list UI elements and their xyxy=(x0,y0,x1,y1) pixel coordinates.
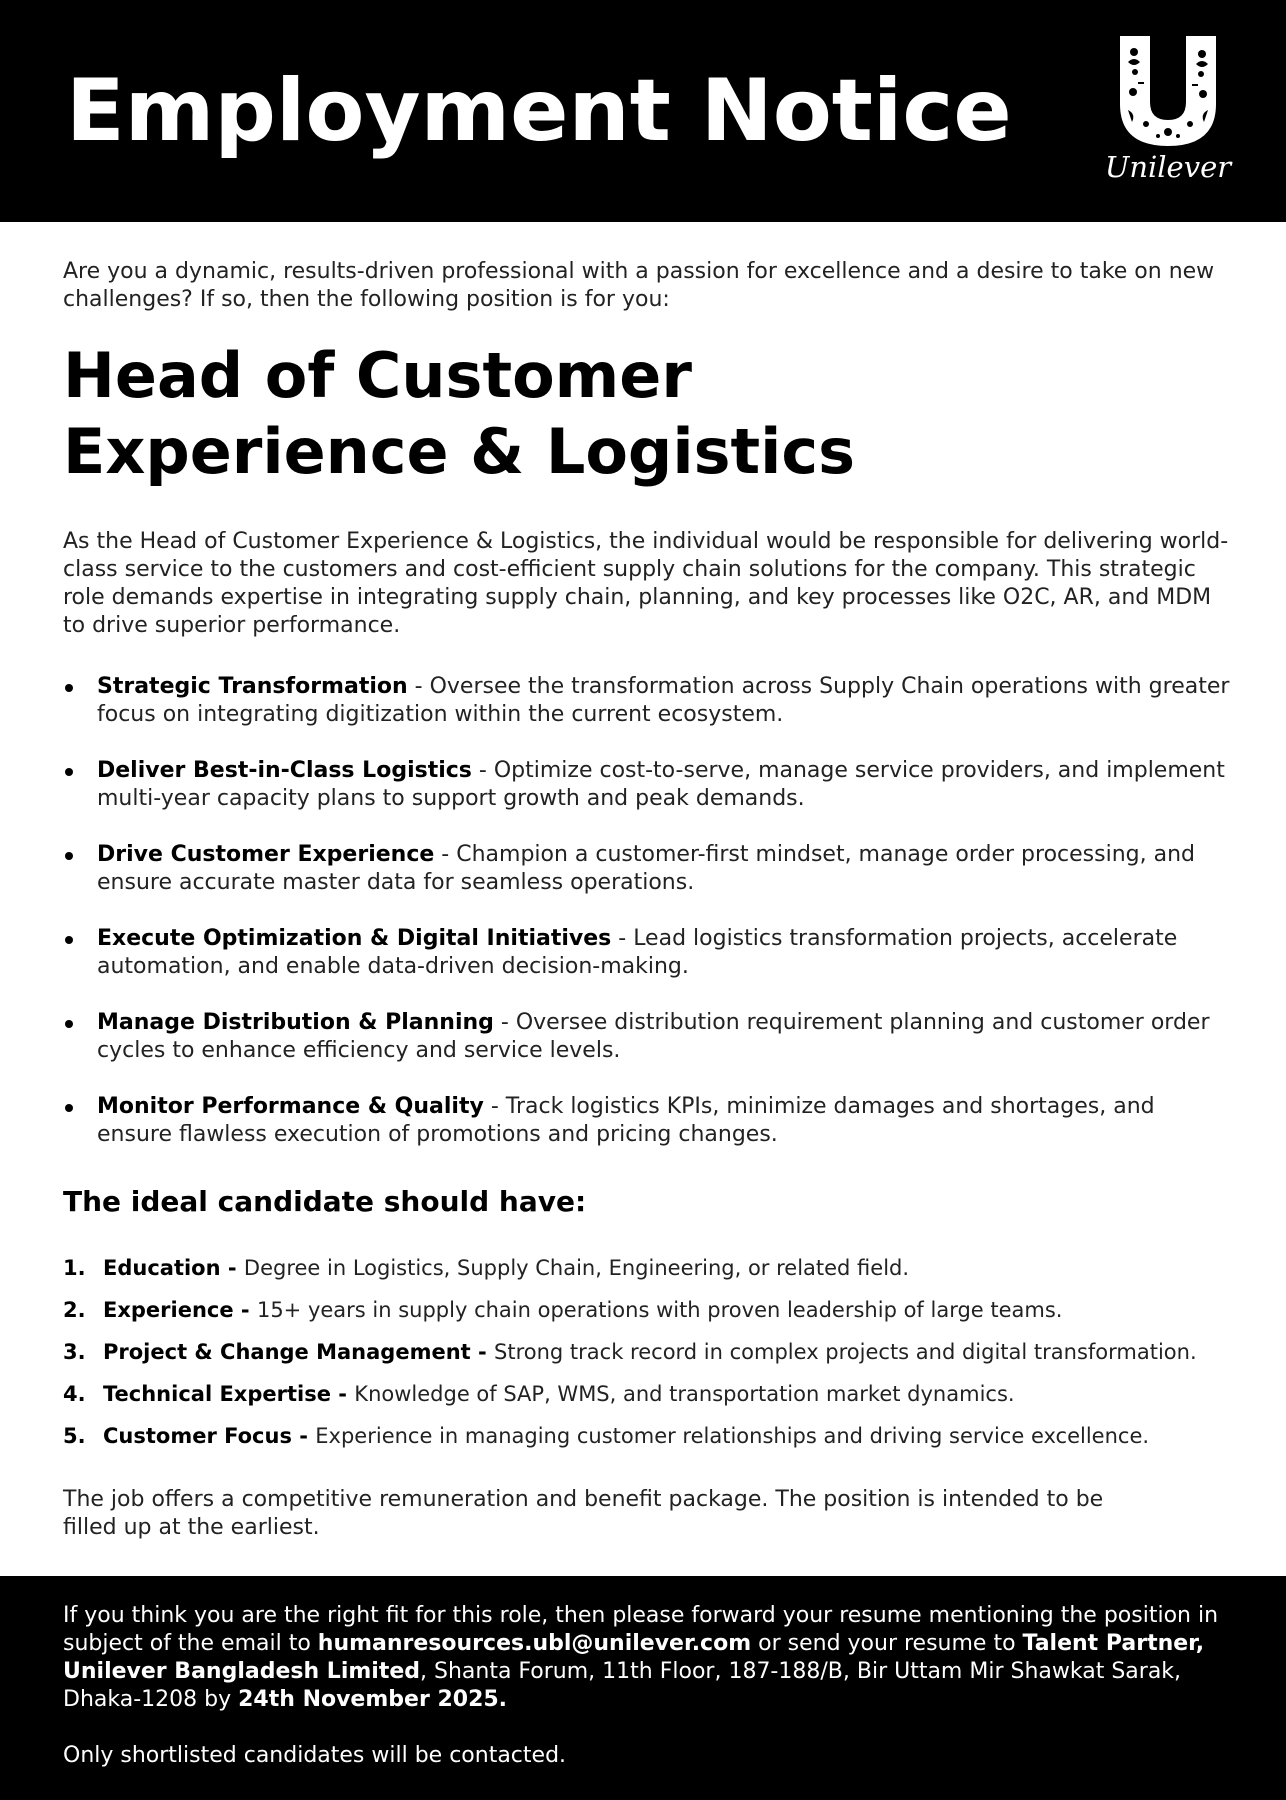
list-item xyxy=(63,1380,1253,1422)
position-title xyxy=(63,338,1223,490)
responsibility-title: Deliver Best-in-Class Logistics xyxy=(97,758,472,783)
requirement-title: Technical Expertise - xyxy=(103,1382,355,1406)
requirements-heading: The ideal candidate should have: xyxy=(63,1185,587,1218)
requirement-text: Knowledge of SAP, WMS, and transportation market dynamics. xyxy=(354,1382,1015,1406)
apply-text-1: If you think you are the right fit for this role, then please forward your resume mentioning the position in subject of the email to xyxy=(63,1603,1219,1656)
responsibility-title: Execute Optimization & Digital Initiatives xyxy=(97,926,612,951)
responsibility-text: - Optimize cost-to-serve, manage service providers, and implement multi-year capacity plans to support growth and peak demands. xyxy=(97,758,1225,811)
page-title: Employment Notice xyxy=(66,61,1012,161)
list-item xyxy=(63,1296,1253,1338)
responsibility-title: Monitor Performance & Quality xyxy=(97,1094,484,1119)
requirement-text: Experience in managing customer relationships and driving service excellence. xyxy=(315,1424,1150,1448)
list-item xyxy=(63,757,1233,813)
list-item xyxy=(63,925,1233,981)
application-deadline: 24th November 2025. xyxy=(238,1687,508,1712)
requirement-text: Degree in Logistics, Supply Chain, Engineering, or related field. xyxy=(243,1256,910,1280)
requirement-number: 2. xyxy=(63,1298,86,1322)
unilever-u-icon xyxy=(1098,32,1238,150)
requirement-title: Education - xyxy=(103,1256,244,1280)
requirement-text: Strong track record in complex projects and digital transformation. xyxy=(494,1340,1197,1364)
requirement-title: Project & Change Management - xyxy=(103,1340,495,1364)
list-item xyxy=(63,1009,1233,1065)
requirement-number: 1. xyxy=(63,1256,86,1280)
responsibility-text: - Oversee distribution requirement planning and customer order cycles to enhance efficiency and service levels. xyxy=(97,1010,1210,1063)
list-item xyxy=(63,841,1233,897)
requirements-list xyxy=(63,1254,1253,1464)
list-item xyxy=(63,1093,1233,1149)
unilever-wordmark: Unilever xyxy=(1104,150,1232,184)
position-title-line1: Head of Customer xyxy=(63,339,692,412)
position-description: As the Head of Customer Experience & Logistics, the individual would be responsible for delivering world-class service to the customers and cost-efficient supply chain solutions for the company. This strategic role demands expertise in integrating supply chain, planning, and key processes like O2C, AR, and MDM to drive superior performance. xyxy=(63,529,1229,638)
list-item xyxy=(63,1254,1253,1296)
requirement-title: Experience - xyxy=(103,1298,257,1322)
requirement-number: 5. xyxy=(63,1424,86,1448)
responsibility-text: - Lead logistics transformation projects, accelerate automation, and enable data-driven decision-making. xyxy=(97,926,1178,979)
responsibility-title: Strategic Transformation xyxy=(97,674,408,699)
responsibility-title: Drive Customer Experience xyxy=(97,842,435,867)
intro-paragraph: Are you a dynamic, results-driven professional with a passion for excellence and a desire to take on new challenges? If so, then the following position is for you: xyxy=(63,259,1215,312)
responsibility-title: Manage Distribution & Planning xyxy=(97,1010,494,1035)
requirement-number: 3. xyxy=(63,1340,86,1364)
requirement-text: 15+ years in supply chain operations with proven leadership of large teams. xyxy=(256,1298,1063,1322)
application-email-link[interactable]: humanresources.ubl@unilever.com xyxy=(317,1631,752,1656)
application-instructions xyxy=(63,1602,1238,1714)
shortlist-note: Only shortlisted candidates will be contacted. xyxy=(63,1743,567,1768)
responsibilities-list xyxy=(63,673,1233,1177)
list-item xyxy=(63,1422,1253,1464)
list-item xyxy=(63,673,1233,729)
requirement-title: Customer Focus - xyxy=(103,1424,316,1448)
footer-band xyxy=(0,1576,1286,1800)
responsibility-text: - Oversee the transformation across Supply Chain operations with greater focus on integrating digitization within the current ecosystem. xyxy=(97,674,1230,727)
mailing-address: , Shanta Forum, 11th Floor, 187-188/B, Bir Uttam Mir Shawkat Sarak, Dhaka-1208 by xyxy=(63,1659,1182,1712)
position-title-line2: Experience & Logistics xyxy=(63,415,856,488)
list-item xyxy=(63,1338,1253,1380)
requirement-number: 4. xyxy=(63,1382,86,1406)
unilever-logo xyxy=(1098,32,1238,192)
responsibility-text: - Champion a customer-first mindset, manage order processing, and ensure accurate master data for seamless operations. xyxy=(97,842,1195,895)
apply-text-2: or send your resume to xyxy=(751,1631,1023,1656)
header-band xyxy=(0,0,1286,222)
offer-paragraph: The job offers a competitive remuneration and benefit package. The position is intended to be filled up at the earliest. xyxy=(63,1487,1104,1540)
recipient-name: Talent Partner, Unilever Bangladesh Limited xyxy=(63,1631,1205,1684)
responsibility-text: - Track logistics KPIs, minimize damages and shortages, and ensure flawless execution of promotions and pricing changes. xyxy=(97,1094,1155,1147)
